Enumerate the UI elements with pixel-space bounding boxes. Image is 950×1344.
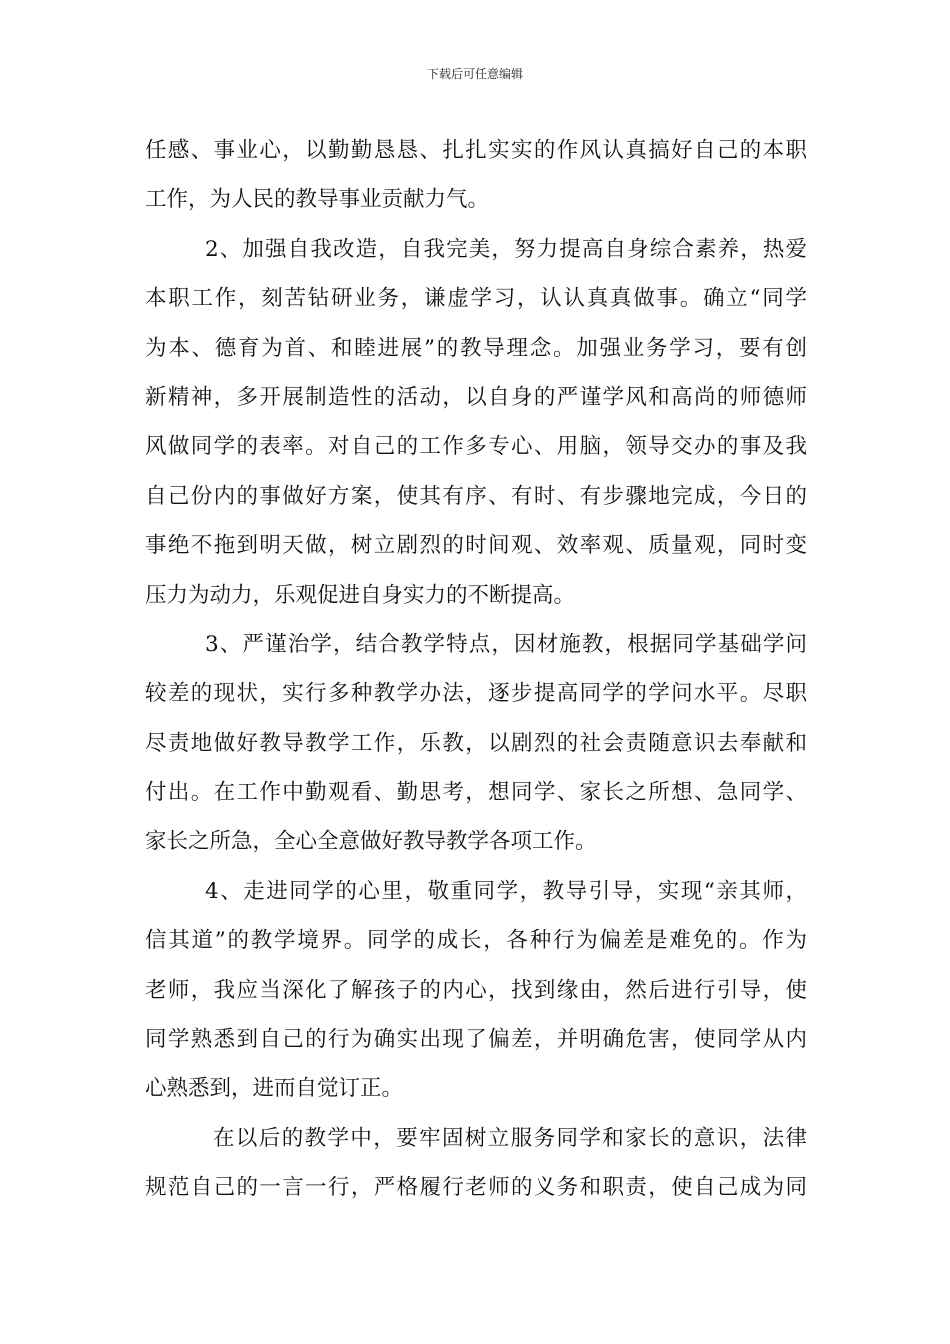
- text-line: 心熟悉到，进而自觉订正。: [145, 1076, 404, 1102]
- paragraph-start-line: 2、加强自我改造，自我完美，努力提高自身综合素养，热爱: [205, 236, 807, 262]
- text-line: 本职工作，刻苦钻研业务，谦虚学习，认认真真做事。确立“同学: [145, 286, 807, 312]
- paragraph-start-line: 在以后的教学中，要牢固树立服务同学和家长的意识，法律: [213, 1125, 807, 1151]
- document-body: [145, 126, 807, 1213]
- text-line: 工作，为人民的教导事业贡献力气。: [145, 187, 490, 213]
- text-line: 较差的现状，实行多种教学办法，逐步提高同学的学问水平。尽职: [145, 681, 807, 707]
- text-line: 付出。在工作中勤观看、勤思考，想同学、家长之所想、急同学、: [145, 780, 807, 806]
- text-line: 规范自己的一言一行，严格履行老师的义务和职责，使自己成为同: [145, 1175, 807, 1201]
- text-line: 老师，我应当深化了解孩子的内心，找到缘由，然后进行引导，使: [145, 977, 807, 1003]
- text-line: 任感、事业心，以勤勤恳恳、扎扎实实的作风认真搞好自己的本职: [145, 138, 807, 163]
- text-line: 为本、德育为首、和睦进展”的教导理念。加强业务学习，要有创: [145, 335, 807, 361]
- text-line: 尽责地做好教导教学工作，乐教，以剧烈的社会责随意识去奉献和: [145, 730, 807, 756]
- paragraph-start-line: 4、走进同学的心里，敬重同学，教导引导，实现“亲其师，: [205, 878, 807, 904]
- text-line: 同学熟悉到自己的行为确实出现了偏差，并明确危害，使同学从内: [145, 1027, 807, 1053]
- page-header: 下载后可任意编辑: [426, 67, 523, 81]
- text-line: 压力为动力，乐观促进自身实力的不断提高。: [145, 582, 576, 608]
- text-line: 风做同学的表率。对自己的工作多专心、用脑，领导交办的事及我: [145, 434, 807, 460]
- paragraph-start-line: 3、严谨治学，结合教学特点，因材施教，根据同学基础学问: [205, 631, 807, 657]
- text-line: 事绝不拖到明天做，树立剧烈的时间观、效率观、质量观，同时变: [145, 533, 807, 559]
- text-line: 自己份内的事做好方案，使其有序、有时、有步骤地完成，今日的: [145, 483, 807, 509]
- text-line: 新精神，多开展制造性的活动，以自身的严谨学风和高尚的师德师: [145, 384, 807, 410]
- text-line: 家长之所急，全心全意做好教导教学各项工作。: [145, 829, 597, 855]
- text-line: 信其道”的教学境界。同学的成长，各种行为偏差是难免的。作为: [145, 928, 807, 954]
